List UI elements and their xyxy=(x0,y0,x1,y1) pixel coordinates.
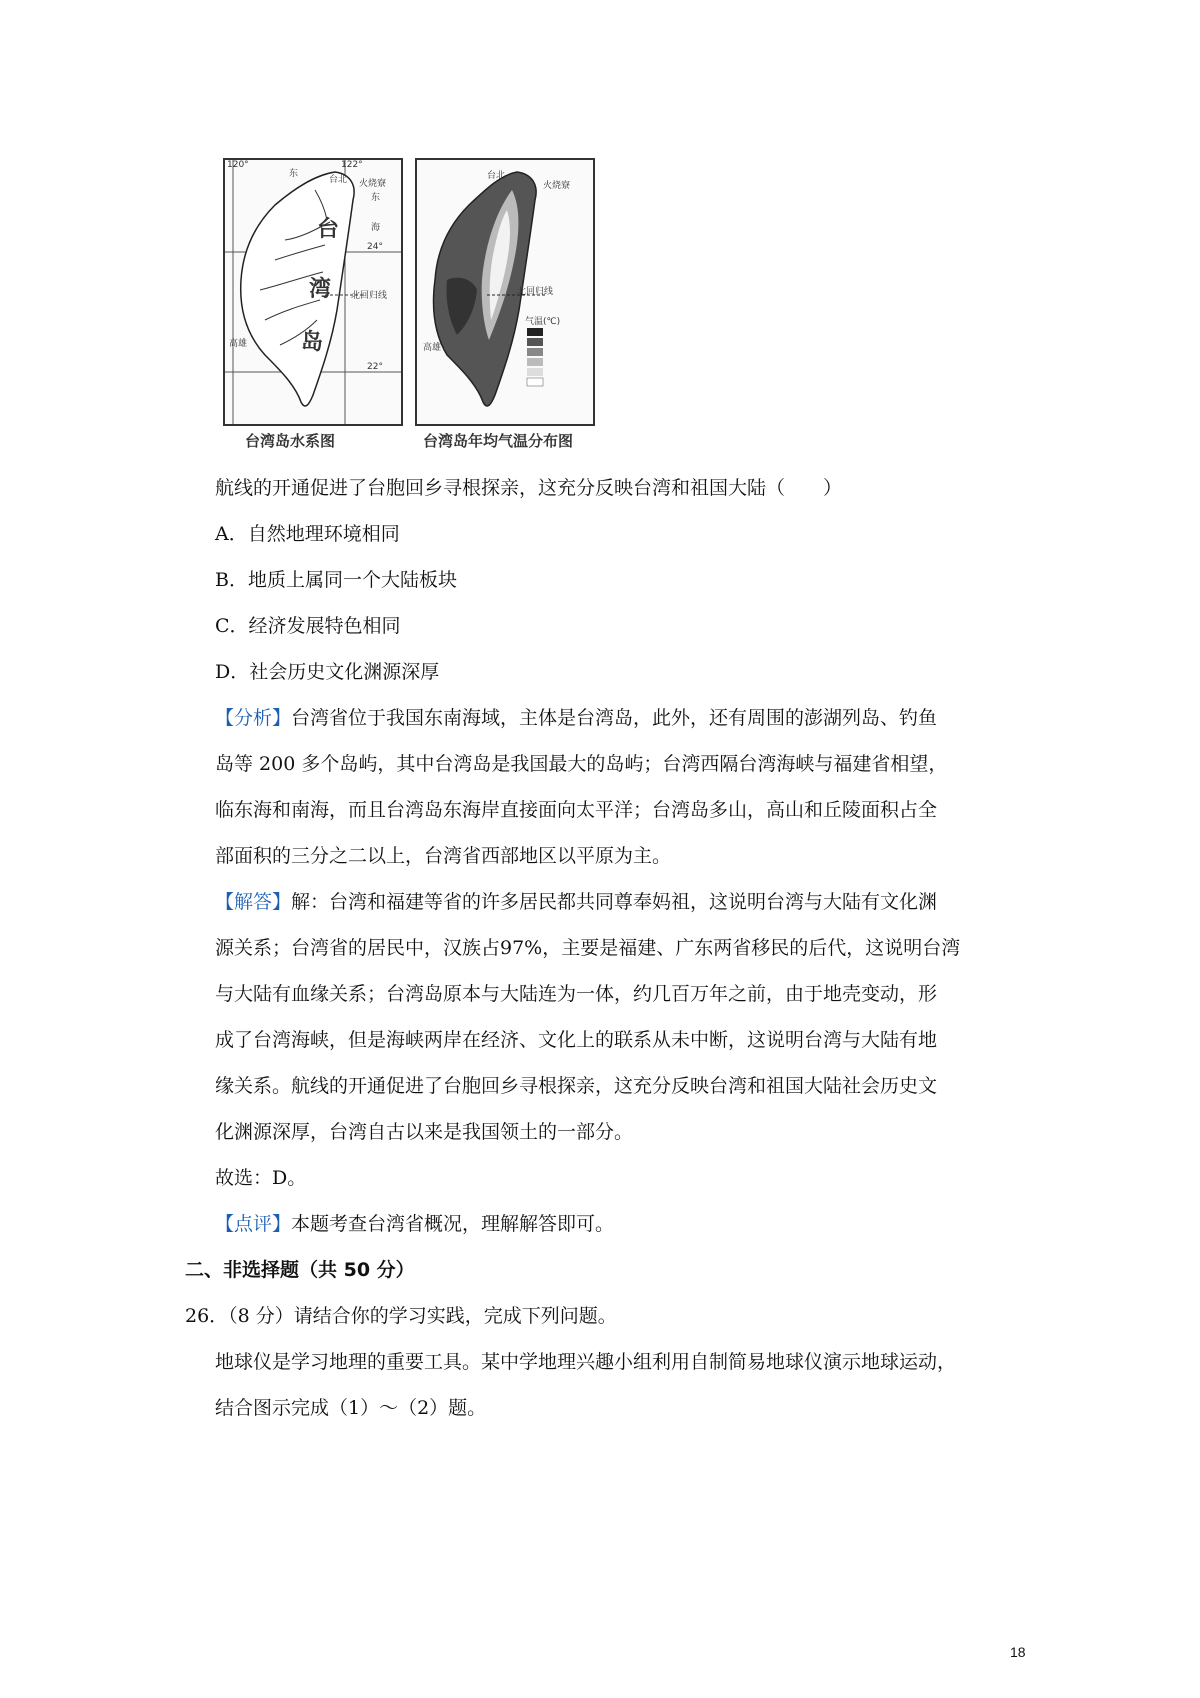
question-stem: 航线的开通促进了台胞回乡寻根探亲，这充分反映台湾和祖国大陆（ ） xyxy=(215,477,843,499)
q26-intro-line-1: 地球仪是学习地理的重要工具。某中学地理兴趣小组利用自制简易地球仪演示地球运动， xyxy=(215,1351,957,1373)
water-system-map-caption: 台湾岛水系图 xyxy=(245,432,336,450)
taiwan-maps-figure xyxy=(215,158,605,453)
temperature-map-drawing xyxy=(417,160,593,424)
option-c: C．经济发展特色相同 xyxy=(215,615,401,637)
map-label-tai: 台 xyxy=(317,217,340,242)
answer-line-5: 缘关系。航线的开通促进了台胞回乡寻根探亲，这充分反映台湾和祖国大陆社会历史文 xyxy=(215,1075,938,1097)
taiwan-temperature-map xyxy=(415,158,595,426)
analysis-line-2: 岛等 200 多个岛屿，其中台湾岛是我国最大的岛屿；台湾西隔台湾海峡与福建省相望， xyxy=(215,753,948,775)
temperature-map-caption: 台湾岛年均气温分布图 xyxy=(423,432,574,450)
longitude-122-label: 122° xyxy=(341,160,363,170)
tropic-of-cancer-label: 北回归线 xyxy=(351,291,388,301)
sea-label-east: 东 xyxy=(289,169,299,179)
sea-label-dong: 东 xyxy=(371,193,381,203)
comment-tag: 【点评】 xyxy=(215,1213,292,1235)
answer-line-2: 源关系；台湾省的居民中，汉族占97%，主要是福建、广东两省移民的后代，这说明台湾 xyxy=(215,937,961,959)
question-26: 26．（8 分）请结合你的学习实践，完成下列问题。 xyxy=(185,1305,617,1327)
analysis-line-4: 部面积的三分之二以上，台湾省西部地区以平原为主。 xyxy=(215,845,672,867)
comment-line: 【点评】本题考查台湾省概况，理解解答即可。 xyxy=(215,1213,615,1235)
answer-line-4: 成了台湾海峡，但是海峡两岸在经济、文化上的联系从未中断，这说明台湾与大陆有地 xyxy=(215,1029,938,1051)
city-kaohsiung-label: 高雄 xyxy=(229,339,248,349)
answer-tag: 【解答】 xyxy=(215,891,292,913)
option-b: B．地质上属同一个大陆板块 xyxy=(215,569,457,591)
taiwan-water-system-map xyxy=(223,158,403,426)
city-kaohsiung-label: 高雄 xyxy=(423,343,442,353)
tropic-of-cancer-label: 北回归线 xyxy=(517,287,554,297)
answer-choice: 故选：D。 xyxy=(215,1167,307,1189)
answer-line-1: 【解答】解：台湾和福建等省的许多居民都共同尊奉妈祖，这说明台湾与大陆有文化渊 xyxy=(215,891,938,913)
answer-line-6: 化渊源深厚，台湾自古以来是我国领土的一部分。 xyxy=(215,1121,634,1143)
city-taipei-label: 台北 xyxy=(329,175,348,185)
option-a: A．自然地理环境相同 xyxy=(215,523,400,545)
longitude-120-label: 120° xyxy=(227,160,249,170)
cape-label: 火烧寮 xyxy=(543,181,571,191)
latitude-24-label: 24° xyxy=(367,242,383,252)
map-label-dao: 岛 xyxy=(301,330,324,355)
cape-label: 火烧寮 xyxy=(359,179,387,189)
legend-title: 气温(℃) xyxy=(525,317,561,327)
option-d: D．社会历史文化渊源深厚 xyxy=(215,661,440,683)
map-label-wan: 湾 xyxy=(309,277,332,302)
analysis-tag: 【分析】 xyxy=(215,707,292,729)
analysis-line-3: 临东海和南海，而且台湾岛东海岸直接面向太平洋；台湾岛多山，高山和丘陵面积占全 xyxy=(215,799,938,821)
page-number: 18 xyxy=(1010,1644,1026,1660)
section-2-heading: 二、非选择题（共 50 分） xyxy=(185,1259,415,1281)
sea-label-hai: 海 xyxy=(371,223,381,233)
analysis-line-1: 【分析】台湾省位于我国东南海域，主体是台湾岛，此外，还有周围的澎湖列岛、钓鱼 xyxy=(215,707,938,729)
answer-line-3: 与大陆有血缘关系；台湾岛原本与大陆连为一体，约几百万年之前，由于地壳变动，形 xyxy=(215,983,938,1005)
city-taipei-label: 台北 xyxy=(487,171,506,181)
latitude-22-label: 22° xyxy=(367,362,383,372)
q26-intro-line-2: 结合图示完成（1）～（2）题。 xyxy=(215,1397,487,1419)
